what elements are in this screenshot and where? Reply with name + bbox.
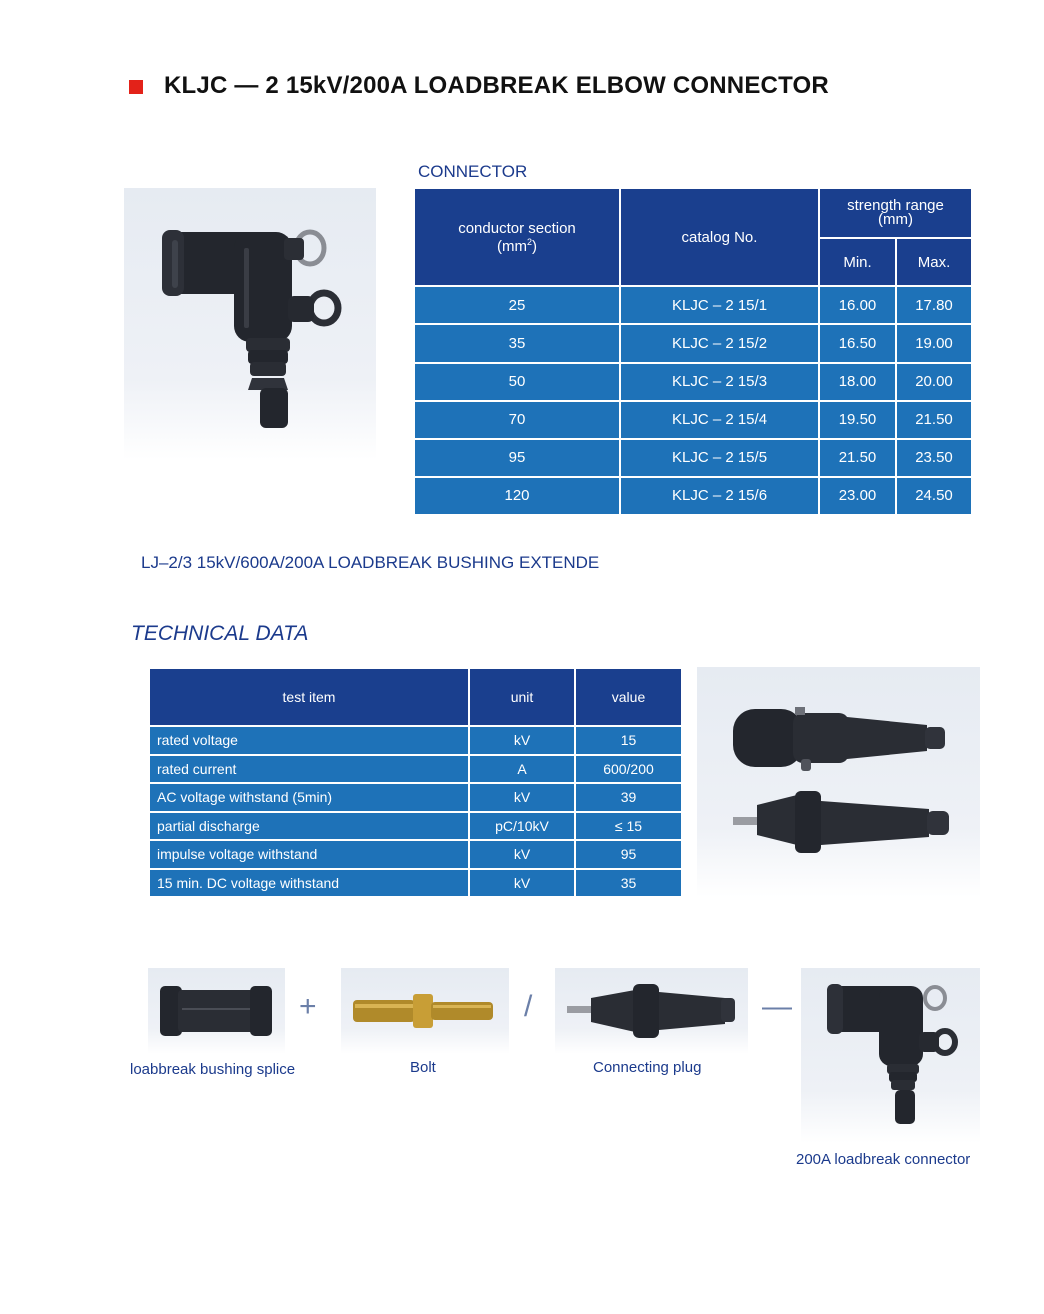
cell-value: 600/200 (575, 755, 682, 784)
table-row (414, 286, 972, 324)
bushing-extender-image (697, 667, 980, 897)
table-row (414, 439, 972, 477)
bushing-extender-caption: LJ–2/3 15kV/600A/200A LOADBREAK BUSHING EXTENDE (141, 553, 600, 572)
header-strength-range-label: strength range (847, 197, 944, 215)
loadbreak-connector-caption: 200A loadbreak connector (796, 1151, 971, 1168)
cell-section: 25 (414, 286, 620, 324)
header-conductor-section-label: conductor section (458, 219, 576, 237)
cell-section: 50 (414, 363, 620, 401)
cell-test-item: impulse voltage withstand (149, 840, 469, 869)
conductor-unit-sup: 2 (526, 236, 532, 247)
cell-unit: kV (469, 783, 575, 812)
bolt-image (341, 968, 509, 1054)
slash-sign: / (524, 990, 533, 1023)
cell-value: 95 (575, 840, 682, 869)
connecting-plug-photo (555, 968, 748, 1054)
elbow-connector-image (124, 188, 376, 460)
loadbreak-connector-photo (801, 968, 980, 1143)
title-bullet (129, 80, 143, 94)
cell-unit: kV (469, 726, 575, 755)
cell-max: 17.80 (896, 286, 972, 324)
cell-test-item: rated current (149, 755, 469, 784)
table-row (149, 840, 682, 869)
header-conductor-unit (419, 237, 615, 255)
cell-min: 23.00 (819, 477, 896, 515)
cell-test-item: rated voltage (149, 726, 469, 755)
table-row (414, 324, 972, 362)
cell-unit: A (469, 755, 575, 784)
cell-test-item: partial discharge (149, 812, 469, 841)
page-title: KLJC — 2 15kV/200A LOADBREAK ELBOW CONNECTOR (164, 72, 829, 99)
bolt-photo (341, 968, 509, 1054)
conductor-unit-open: (mm (496, 237, 527, 255)
cell-min: 18.00 (819, 363, 896, 401)
connector-table (413, 187, 973, 516)
cell-max: 21.50 (896, 401, 972, 439)
cell-value: 39 (575, 783, 682, 812)
cell-value: 15 (575, 726, 682, 755)
cell-section: 70 (414, 401, 620, 439)
technical-data-title: TECHNICAL DATA (131, 622, 309, 645)
table-row (149, 726, 682, 755)
dash-sign: — (762, 990, 792, 1023)
cell-catalog: KLJC – 2 15/1 (620, 286, 819, 324)
loadbreak-connector-image (801, 968, 980, 1143)
cell-max: 23.50 (896, 439, 972, 477)
table-row (149, 755, 682, 784)
technical-data-table (148, 667, 683, 898)
cell-value: ≤ 15 (575, 812, 682, 841)
cell-unit: pC/10kV (469, 812, 575, 841)
bushing-splice-image (148, 968, 285, 1054)
cell-catalog: KLJC – 2 15/4 (620, 401, 819, 439)
table-row (149, 812, 682, 841)
cell-min: 16.00 (819, 286, 896, 324)
cell-test-item: AC voltage withstand (5min) (149, 783, 469, 812)
connecting-plug-caption: Connecting plug (593, 1059, 702, 1076)
header-max: Max. (896, 238, 972, 286)
cell-max: 19.00 (896, 324, 972, 362)
header-min: Min. (819, 238, 896, 286)
cell-value: 35 (575, 869, 682, 898)
header-catalog: catalog No. (620, 188, 819, 286)
header-unit: unit (469, 668, 575, 726)
cell-unit: kV (469, 840, 575, 869)
conductor-unit-close: ) (532, 237, 537, 255)
cell-min: 19.50 (819, 401, 896, 439)
connecting-plug-image (555, 968, 748, 1054)
cell-catalog: KLJC – 2 15/3 (620, 363, 819, 401)
cell-section: 120 (414, 477, 620, 515)
cell-max: 24.50 (896, 477, 972, 515)
cell-catalog: KLJC – 2 15/5 (620, 439, 819, 477)
table-row (414, 477, 972, 515)
header-value: value (575, 668, 682, 726)
plus-sign: + (299, 990, 317, 1023)
table-row (149, 783, 682, 812)
cell-unit: kV (469, 869, 575, 898)
bushing-splice-caption: loabbreak bushing splice (130, 1061, 296, 1078)
cell-section: 95 (414, 439, 620, 477)
header-strength-range (819, 188, 972, 238)
header-strength-unit: (mm) (878, 211, 913, 229)
bolt-caption: Bolt (410, 1059, 436, 1076)
cell-test-item: 15 min. DC voltage withstand (149, 869, 469, 898)
header-test-item: test item (149, 668, 469, 726)
cell-min: 16.50 (819, 324, 896, 362)
cell-catalog: KLJC – 2 15/6 (620, 477, 819, 515)
cell-section: 35 (414, 324, 620, 362)
bushing-splice-photo (148, 968, 285, 1054)
table-row (414, 363, 972, 401)
cell-max: 20.00 (896, 363, 972, 401)
elbow-connector-photo (124, 188, 376, 460)
header-conductor-section (414, 188, 620, 286)
cell-min: 21.50 (819, 439, 896, 477)
table-row (149, 869, 682, 898)
cell-catalog: KLJC – 2 15/2 (620, 324, 819, 362)
bushing-extender-photo (697, 667, 980, 897)
connector-table-label: CONNECTOR (418, 162, 528, 181)
table-row (414, 401, 972, 439)
